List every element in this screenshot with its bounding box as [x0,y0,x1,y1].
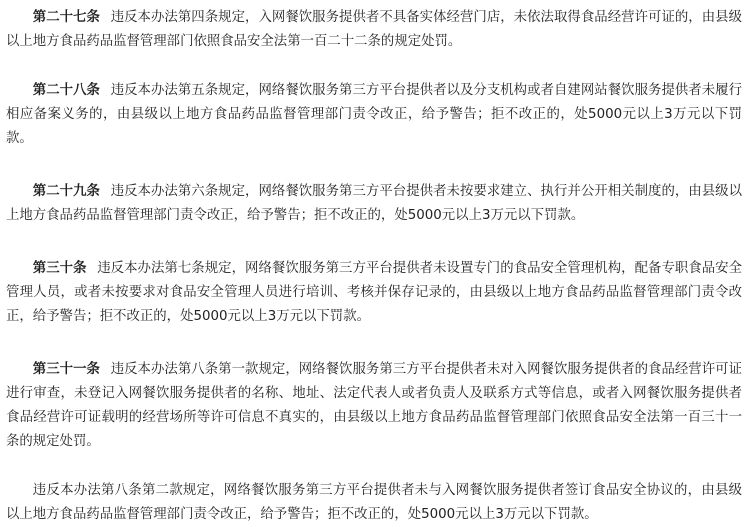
article-27 [6,6,742,54]
article-29 [6,180,742,228]
article-27-text: 违反本办法第四条规定，入网餐饮服务提供者不具备实体经营门店，未依法取得食品经营许可证的，由县级以上地方食品药品监督管理部门依照食品安全法第一百二十二条的规定处罚。 [6,10,743,49]
article-30 [6,257,742,329]
article-31-number: 第三十一条 [32,362,100,377]
article-27-number: 第二十七条 [32,10,100,25]
article-30-text: 违反本办法第七条规定，网络餐饮服务第三方平台提供者未设置专门的食品安全管理机构，配备专职食品安全管理人员，或者未按要求对食品安全管理人员进行培训、考核并保存记录的，由县级以上地方食品药品监督管理部门责令改正，给予警告；拒不改正的，处5000元以上3万元以下罚款。 [6,261,742,324]
article-31-text: 违反本办法第八条第一款规定，网络餐饮服务第三方平台提供者未对入网餐饮服务提供者的食品经营许可证进行审查，未登记入网餐饮服务提供者的名称、地址、法定代表人或者负责人及联系方式等信息，或者入网餐饮服务提供者食品经营许可证载明的经营场所等许可信息不真实的，由县级以上地方食品药品监督管理部门依照食品安全法第一百三十一条的规定处罚。 [6,362,743,449]
article-31 [6,358,742,454]
article-29-number: 第二十九条 [32,184,100,199]
article-28-text: 违反本办法第五条规定，网络餐饮服务第三方平台提供者以及分支机构或者自建网站餐饮服务提供者未履行相应备案义务的，由县级以上地方食品药品监督管理部门责令改正，给予警告；拒不改正的，处5000元以上3万元以下罚款。 [6,83,743,146]
article-28 [6,79,742,151]
article-28-number: 第二十八条 [32,83,100,98]
article-31-paragraph-2: 违反本办法第八条第二款规定，网络餐饮服务第三方平台提供者未与入网餐饮服务提供者签订食品安全协议的，由县级以上地方食品药品监督管理部门责令改正，给予警告；拒不改正的，处5000元以上3万元以下罚款。 [6,483,742,522]
article-29-text: 违反本办法第六条规定，网络餐饮服务第三方平台提供者未按要求建立、执行并公开相关制度的，由县级以上地方食品药品监督管理部门责令改正，给予警告；拒不改正的，处5000元以上3万元以下罚款。 [6,184,743,223]
article-30-number: 第三十条 [32,261,87,276]
